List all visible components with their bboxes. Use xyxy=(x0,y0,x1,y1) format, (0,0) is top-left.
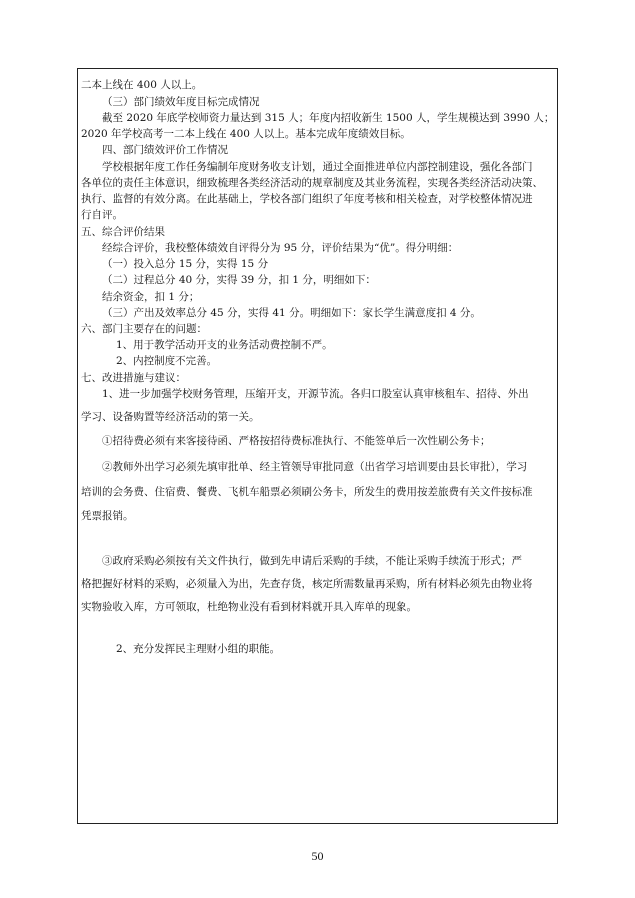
section-heading: 七、改进措施与建议： xyxy=(81,372,186,384)
section-heading: 五、综合评价结果 xyxy=(81,226,165,238)
text-line: 行自评。 xyxy=(81,209,123,221)
text-line: 各单位的责任主体意识，细致梳理各类经济活动的规章制度及其业务流程，实现各类经济活动决策、 xyxy=(81,177,543,189)
text-line: 1、进一步加强学校财务管理，压缩开支，开源节流。各归口股室认真审核租车、招待、外出 xyxy=(102,388,529,400)
page-number: 50 xyxy=(311,849,324,863)
text-line: 二本上线在 400 人以上。 xyxy=(81,79,203,91)
list-item: ②教师外出学习必须先填审批单、经主管领导审批同意（出省学习培训要由县长审批），学习 xyxy=(102,461,528,473)
score-detail: 结余资金，扣 1 分； xyxy=(102,291,200,303)
text-line: 培训的会务费、住宿费、餐费、飞机车船票必须刷公务卡，所发生的费用按差旅费有关文件按标准 xyxy=(81,486,533,498)
section-heading: 四、部门绩效评价工作情况 xyxy=(102,144,228,156)
text-line: 学校根据年度工作任务编制年度财务收支计划，通过全面推进单位内部控制建设，强化各部门 xyxy=(102,161,533,173)
text-line: 实物验收入库，方可领取，杜绝物业没有看到材料就开具入库单的现象。 xyxy=(81,601,417,613)
list-item: ①招待费必须有来客接待函、严格按招待费标准执行、不能签单后一次性刷公务卡； xyxy=(102,435,491,447)
score-line: （一）投入总分 15 分，实得 15 分 xyxy=(102,258,269,270)
text-line: 执行、监督的有效分离。在此基础上，学校各部门组织了年度考核和相关检查，对学校整体情况进 xyxy=(81,193,533,205)
text-line: 截至 2020 年底学校师资力量达到 315 人；年度内招收新生 1500 人，学生规模达到 3990 人； xyxy=(102,112,555,124)
text-line: 格把握好材料的采购，必须量入为出，先查存货，核定所需数量再采购，所有材料必须先由物业将 xyxy=(81,578,533,590)
text-line: 凭票报销。 xyxy=(81,510,134,522)
text-line: 经综合评价，我校整体绩效自评得分为 95 分，评价结果为“优”。得分明细： xyxy=(102,242,459,254)
list-item: 1、用于教学活动开支的业务活动费控制不严。 xyxy=(116,339,333,351)
list-item: 2、内控制度不完善。 xyxy=(116,355,218,367)
score-line: （三）产出及效率总分 45 分，实得 41 分。明细如下：家长学生满意度扣 4 分。 xyxy=(102,307,481,319)
text-line: 2020 年学校高考一二本上线在 400 人以上。基本完成年度绩效目标。 xyxy=(81,128,411,140)
list-item: 2、充分发挥民主理财小组的职能。 xyxy=(116,643,281,655)
text-line: 学习、设备购置等经济活动的第一关。 xyxy=(81,411,260,423)
section-heading: 六、部门主要存在的问题： xyxy=(81,323,207,335)
list-item: ③政府采购必须按有关文件执行，做到先申请后采购的手续，不能让采购手续流于形式；严 xyxy=(102,555,522,567)
score-line: （二）过程总分 40 分，实得 39 分，扣 1 分，明细如下： xyxy=(102,274,376,286)
section-heading: （三）部门绩效年度目标完成情况 xyxy=(102,96,260,108)
report-table-frame xyxy=(77,68,558,824)
